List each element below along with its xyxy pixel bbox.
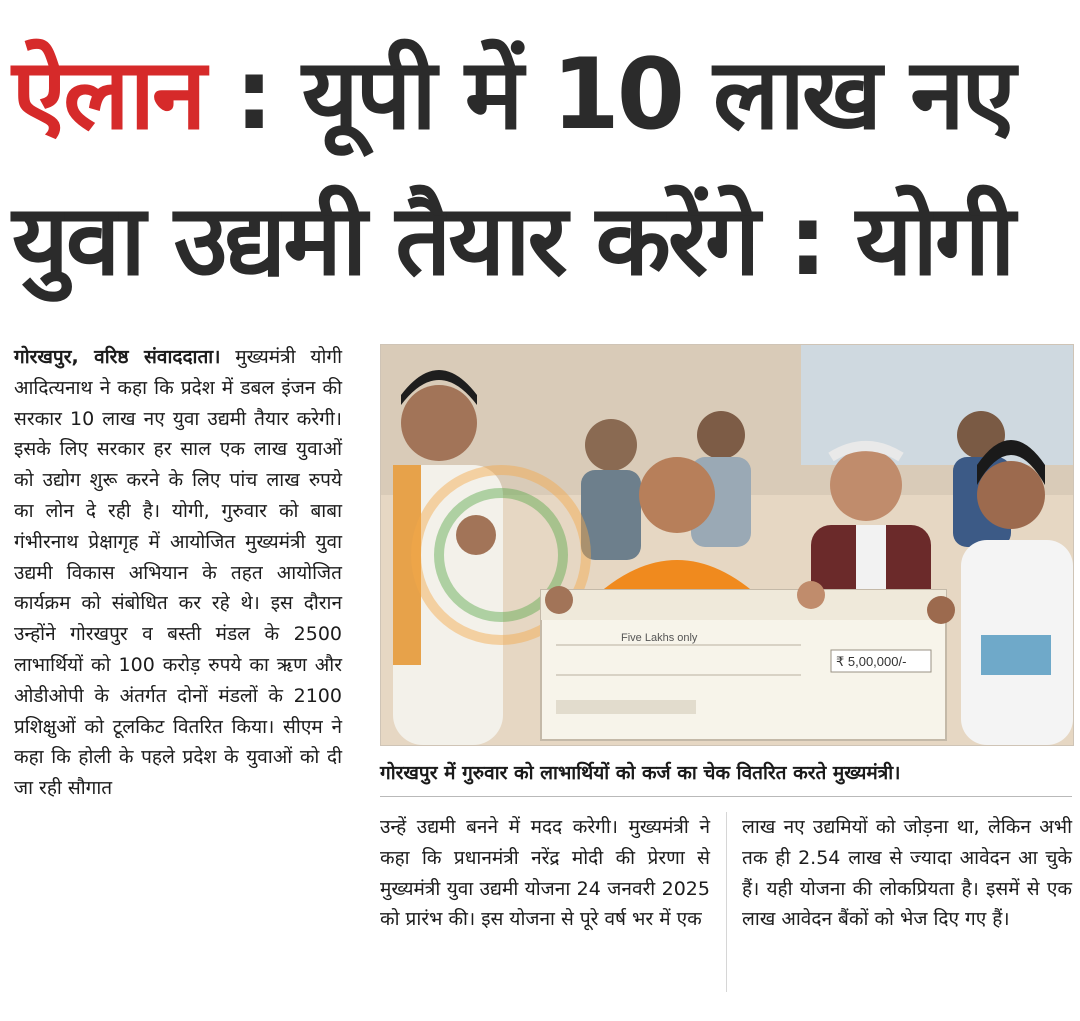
- cheque-amount: ₹ 5,00,000/-: [836, 654, 907, 669]
- photo-illustration: [381, 345, 1073, 745]
- photo-caption: गोरखपुर में गुरुवार को लाभार्थियों को कर्ज का चेक वितरित करते मुख्यमंत्री।: [380, 762, 901, 784]
- dateline: गोरखपुर, वरिष्ठ संवाददाता।: [14, 346, 221, 368]
- article-column-3: लाख नए उद्यमियों को जोड़ना था, लेकिन अभी तक ही 2.54 लाख से ज्यादा आवेदन आ चुके हैं। यही योजना की लोकप्रियता है। इसमें से एक लाख आवेदन बैंकों को भेज दिए गए हैं।: [742, 816, 1072, 931]
- headline-line-2: युवा उद्यमी तैयार करेंगे : योगी: [12, 184, 1013, 298]
- headline-line-1-text: यूपी में 10 लाख नए: [301, 38, 1013, 152]
- cheque-words: Five Lakhs only: [621, 632, 698, 644]
- column-divider: [726, 812, 727, 992]
- headline-line-1: [12, 22, 1072, 168]
- news-photo: [380, 344, 1074, 746]
- column-1-text: मुख्यमंत्री योगी आदित्यनाथ ने कहा कि प्रदेश में डबल इंजन की सरकार 10 लाख नए युवा उद्यमी तैयार करेगी। इसके लिए सरकार हर साल एक लाख युवाओं को उद्योग शुरू करने के लिए पांच लाख रुपये का लोन दे रही है। योगी, गुरुवार को बाबा गंभीरनाथ प्रेक्षागृह में आयोजित मुख्यमंत्री युवा उद्यमी विकास अभियान के तहत आयोजित कार्यक्रम को संबोधित कर रहे थे। इस दौरान उन्होंने गोरखपुर व बस्ती मंडल के 2500 लाभार्थियों को 100 करोड़ रुपये का ऋण और ओडीओपी के अंतर्गत दोनों मंडलों के 2100 प्रशिक्षुओं को टूलकिट वितरित किया। सीएम ने कहा कि होली के पहले प्रदेश के युवाओं को दी जा रही सौगात: [14, 346, 342, 800]
- article-column-1: [14, 342, 342, 804]
- article-column-2: उन्हें उद्यमी बनने में मदद करेगी। मुख्यमंत्री ने कहा कि प्रधानमंत्री नरेंद्र मोदी की प्रेरणा से मुख्यमंत्री युवा उद्यमी योजना 24 जनवरी 2025 को प्रारंभ की। इस योजना से पूरे वर्ष भर में एक: [380, 816, 710, 931]
- headline-accent: ऐलान: [12, 38, 204, 152]
- caption-divider: [380, 796, 1072, 797]
- headline: [12, 22, 1072, 314]
- headline-separator: :: [203, 38, 302, 152]
